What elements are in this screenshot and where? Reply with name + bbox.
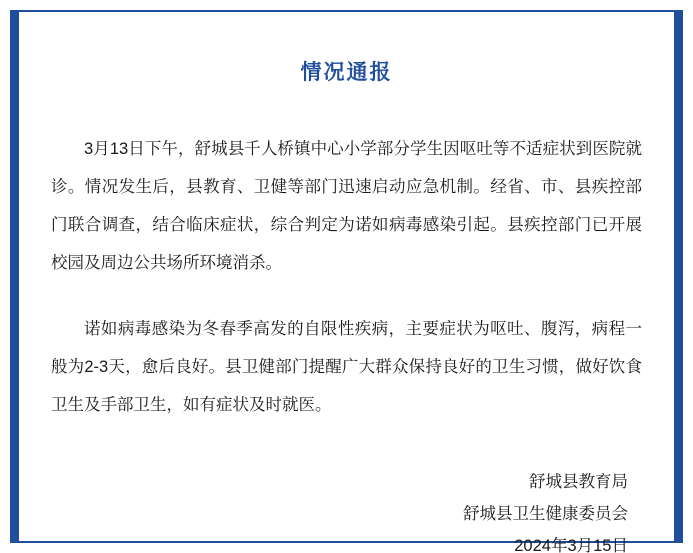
signature-date: 2024年3月15日 xyxy=(514,537,628,553)
paragraph-2: 诺如病毒感染为冬春季高发的自限性疾病，主要症状为呕吐、腹泻，病程一般为2-3天，愈后良好。县卫健部门提醒广大群众保持良好的卫生习惯，做好饮食卫生及手部卫生，如有症状及时就医。 xyxy=(51,320,642,414)
border-right-bar xyxy=(674,10,683,543)
signature-block xyxy=(51,466,642,553)
border-left-bar xyxy=(10,10,19,543)
signature-line-issuer-1: 舒城县教育局 xyxy=(529,473,628,491)
page-title: 情况通报 xyxy=(300,61,393,84)
document-content xyxy=(19,12,674,553)
paragraph-1: 3月13日下午，舒城县千人桥镇中心小学部分学生因呕吐等不适症状到医院就诊。情况发生后，县教育、卫健等部门迅速启动应急机制。经省、市、县疾控部门联合调查，结合临床症状，综合判定为诺如病毒感染引起。县疾控部门已开展校园及周边公共场所环境消杀。 xyxy=(51,140,642,272)
signature-line-issuer-2: 舒城县卫生健康委员会 xyxy=(463,505,628,523)
